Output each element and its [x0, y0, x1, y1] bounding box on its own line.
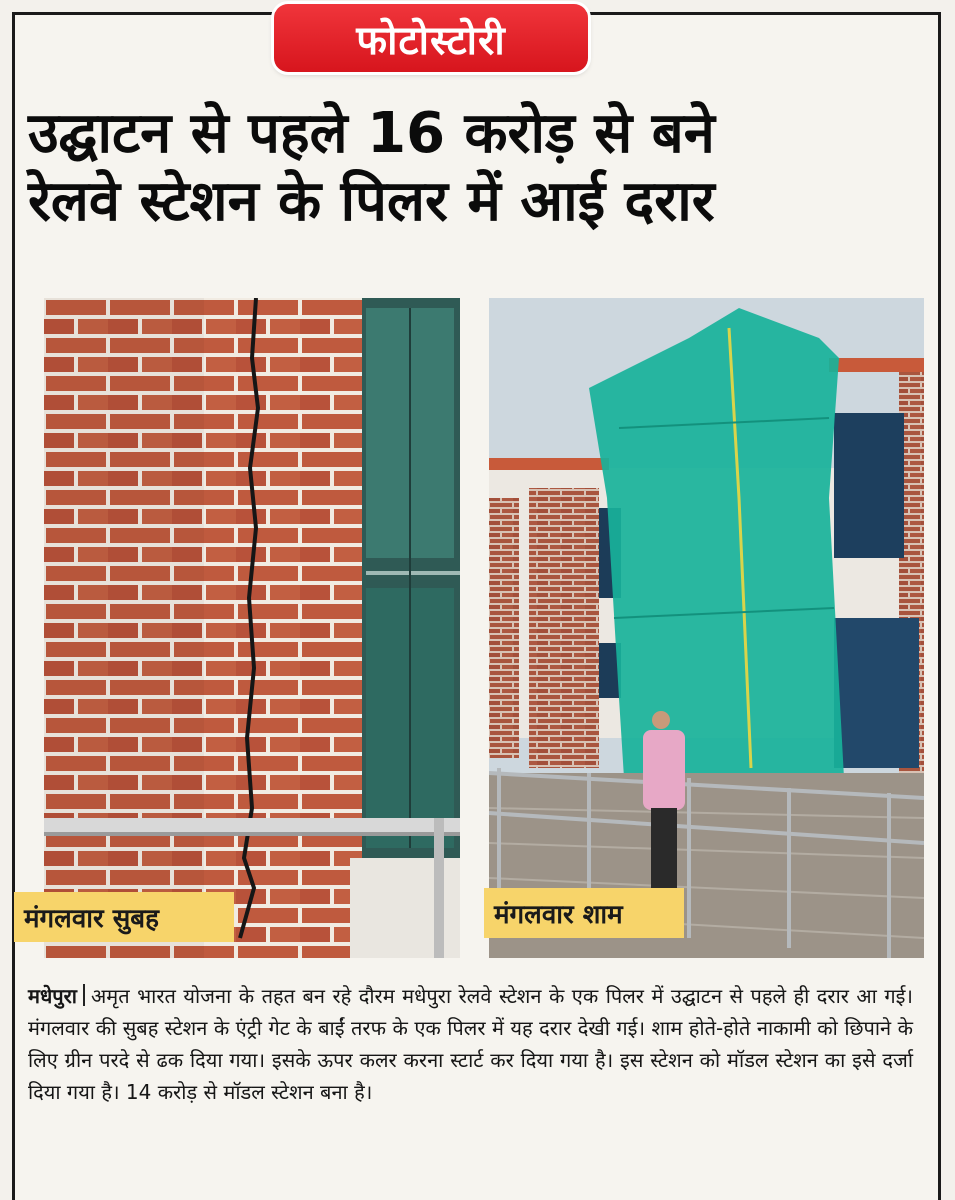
badge-label: फोटोस्टोरी [356, 17, 506, 64]
photo-pillar-crack [44, 298, 460, 958]
headline-line-1: उद्घाटन से पहले 16 करोड़ से बने [28, 101, 715, 166]
caption-tuesday-morning: मंगलवार सुबह [14, 892, 234, 942]
article-text: अमृत भारत योजना के तहत बन रहे दौरम मधेपुरा रेलवे स्टेशन के एक पिलर में उद्घाटन से पहले ही दरार आ गई। मंगलवार की सुबह स्टेशन के एंट्री गेट के बाईं तरफ के एक पिलर में यह दरार देखी गई। शाम होते-होते नाकामी को छिपाने के लिए ग्रीन परदे से ढक दिया गया। इसके ऊपर कलर करना स्टार्ट कर दिया गया है। इस स्टेशन को मॉडल स्टेशन का इसे दर्जा दिया गया है। 14 करोड़ से मॉडल स्टेशन बना है। [28, 984, 913, 1104]
headline [28, 100, 928, 236]
photo-green-net-cover [489, 298, 924, 958]
photo-story-badge [274, 4, 588, 72]
dateline-separator [83, 984, 85, 1006]
article-body [28, 980, 913, 1108]
dateline: मधेपुरा [28, 984, 77, 1008]
headline-line-2: रेलवे स्टेशन के पिलर में आई दरार [28, 169, 715, 234]
caption-tuesday-evening: मंगलवार शाम [484, 888, 684, 938]
